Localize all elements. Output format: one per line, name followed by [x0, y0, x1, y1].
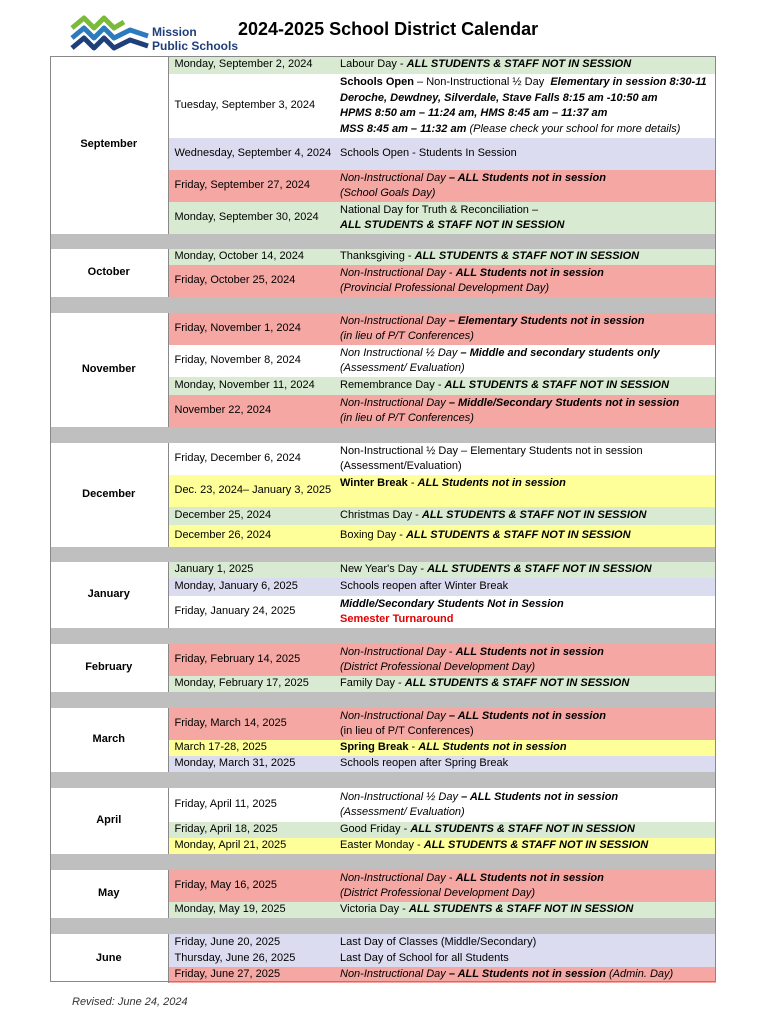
- event-description: Middle/Secondary Students Not in Session Semester Turnaround: [334, 596, 716, 628]
- event-date: Friday, December 6, 2024: [168, 443, 334, 475]
- event-description: Schools reopen after Spring Break: [334, 756, 716, 772]
- event-date: Friday, June 20, 2025: [168, 934, 334, 951]
- event-date: March 17-28, 2025: [168, 740, 334, 756]
- logo-text: [152, 25, 238, 53]
- event-description: Non-Instructional Day - ALL Students not in session (Provincial Professional Development Day): [334, 265, 716, 297]
- event-date: Friday, March 14, 2025: [168, 708, 334, 740]
- event-description: Non-Instructional Day – ALL Students not in session (School Goals Day): [334, 170, 716, 202]
- event-description: Non-Instructional Day - ALL Students not in session (District Professional Development Day): [334, 870, 716, 902]
- event-description: Non-Instructional Day – ALL Students not in session (Admin. Day): [334, 967, 716, 983]
- calendar-row: [50, 870, 716, 902]
- event-description: Last Day of Classes (Middle/Secondary): [334, 934, 716, 951]
- event-date: Friday, November 8, 2024: [168, 345, 334, 377]
- month-separator: [50, 772, 716, 788]
- calendar-row: [50, 56, 716, 74]
- calendar-row: [50, 562, 716, 578]
- calendar-row: [50, 644, 716, 676]
- event-date: Friday, October 25, 2024: [168, 265, 334, 297]
- event-description: Non-Instructional Day – Elementary Students not in session (in lieu of P/T Conferences): [334, 313, 716, 345]
- logo-line-2: Public Schools: [152, 39, 239, 53]
- event-description: Non Instructional ½ Day – Middle and secondary students only (Assessment/ Evaluation): [334, 345, 716, 377]
- event-description: Remembrance Day - ALL STUDENTS & STAFF NOT IN SESSION: [334, 377, 716, 395]
- month-label: April: [50, 788, 168, 854]
- event-date: Friday, June 27, 2025: [168, 967, 334, 983]
- event-description: Non-Instructional ½ Day – ALL Students not in session (Assessment/ Evaluation): [334, 788, 716, 822]
- event-date: Monday, April 21, 2025: [168, 838, 334, 854]
- month-label: March: [50, 708, 168, 772]
- event-date: Monday, May 19, 2025: [168, 902, 334, 918]
- event-date: Friday, May 16, 2025: [168, 870, 334, 902]
- mission-logo-icon: [70, 14, 150, 54]
- event-date: December 26, 2024: [168, 525, 334, 547]
- event-date: Friday, September 27, 2024: [168, 170, 334, 202]
- page-title: 2024-2025 School District Calendar: [238, 19, 539, 39]
- event-date: Monday, January 6, 2025: [168, 578, 334, 596]
- month-separator: [50, 692, 716, 708]
- event-date: Friday, November 1, 2024: [168, 313, 334, 345]
- event-description: Family Day - ALL STUDENTS & STAFF NOT IN SESSION: [334, 676, 716, 692]
- event-date: November 22, 2024: [168, 395, 334, 427]
- event-description: Winter Break - ALL Students not in session: [334, 475, 716, 507]
- event-date: Tuesday, September 3, 2024: [168, 74, 334, 138]
- month-separator: [50, 918, 716, 934]
- month-separator: [50, 854, 716, 870]
- month-label: February: [50, 644, 168, 692]
- event-description: Christmas Day - ALL STUDENTS & STAFF NOT IN SESSION: [334, 507, 716, 525]
- event-date: Monday, September 2, 2024: [168, 56, 334, 74]
- event-description: Boxing Day - ALL STUDENTS & STAFF NOT IN SESSION: [334, 525, 716, 547]
- month-separator: [50, 297, 716, 313]
- event-description: Schools Open – Non-Instructional ½ Day Elementary in session 8:30-11 Deroche, Dewdney, Silverdale, Stave Falls 8:15 am -10:50 am HPMS 8:50 am – 11:24 am, HMS 8:45 am – 11:37 am MSS 8:45 am – 11:32 am (Please check your school for more details): [334, 74, 716, 138]
- event-description: Non-Instructional Day – ALL Students not in session (in lieu of P/T Conferences): [334, 708, 716, 740]
- event-description: Easter Monday - ALL STUDENTS & STAFF NOT IN SESSION: [334, 838, 716, 854]
- month-label: December: [50, 443, 168, 547]
- event-date: Monday, March 31, 2025: [168, 756, 334, 772]
- event-date: Thursday, June 26, 2025: [168, 951, 334, 967]
- revised-note: Revised: June 24, 2024: [72, 996, 188, 1008]
- calendar-table: [50, 56, 716, 983]
- event-date: Monday, November 11, 2024: [168, 377, 334, 395]
- calendar-row: [50, 249, 716, 265]
- event-date: December 25, 2024: [168, 507, 334, 525]
- event-description: Last Day of School for all Students: [334, 951, 716, 967]
- month-label: November: [50, 313, 168, 427]
- event-description: Schools Open - Students In Session: [334, 138, 716, 170]
- month-separator: [50, 628, 716, 644]
- event-description: Non-Instructional ½ Day – Elementary Students not in session (Assessment/Evaluation): [334, 443, 716, 475]
- page-header: [0, 0, 768, 56]
- event-description: Non-Instructional Day - ALL Students not in session (District Professional Development Day): [334, 644, 716, 676]
- logo-line-1: Mission: [152, 25, 197, 39]
- event-date: Friday, April 11, 2025: [168, 788, 334, 822]
- month-label: October: [50, 249, 168, 297]
- month-separator: [50, 234, 716, 249]
- month-separator: [50, 547, 716, 562]
- event-description: New Year's Day - ALL STUDENTS & STAFF NOT IN SESSION: [334, 562, 716, 578]
- month-label: January: [50, 562, 168, 628]
- calendar-row: [50, 443, 716, 475]
- event-date: Friday, January 24, 2025: [168, 596, 334, 628]
- event-description: Thanksgiving - ALL STUDENTS & STAFF NOT IN SESSION: [334, 249, 716, 265]
- calendar-row: [50, 708, 716, 740]
- month-label: May: [50, 870, 168, 918]
- event-date: Monday, October 14, 2024: [168, 249, 334, 265]
- event-description: Non-Instructional Day – Middle/Secondary Students not in session (in lieu of P/T Conferences): [334, 395, 716, 427]
- event-description: Good Friday - ALL STUDENTS & STAFF NOT IN SESSION: [334, 822, 716, 838]
- event-date: Monday, September 30, 2024: [168, 202, 334, 234]
- event-date: Friday, February 14, 2025: [168, 644, 334, 676]
- event-description: Schools reopen after Winter Break: [334, 578, 716, 596]
- month-label: June: [50, 934, 168, 983]
- event-date: Friday, April 18, 2025: [168, 822, 334, 838]
- event-description: Victoria Day - ALL STUDENTS & STAFF NOT IN SESSION: [334, 902, 716, 918]
- calendar-row: [50, 313, 716, 345]
- event-description: Labour Day - ALL STUDENTS & STAFF NOT IN SESSION: [334, 56, 716, 74]
- month-separator: [50, 427, 716, 443]
- month-label: September: [50, 56, 168, 234]
- event-description: National Day for Truth & Reconciliation – ALL STUDENTS & STAFF NOT IN SESSION: [334, 202, 716, 234]
- calendar-row: [50, 788, 716, 822]
- event-date: Wednesday, September 4, 2024: [168, 138, 334, 170]
- event-description: Spring Break - ALL Students not in session: [334, 740, 716, 756]
- event-date: Monday, February 17, 2025: [168, 676, 334, 692]
- event-date: January 1, 2025: [168, 562, 334, 578]
- event-date: Dec. 23, 2024– January 3, 2025: [168, 475, 334, 507]
- calendar-row: [50, 934, 716, 951]
